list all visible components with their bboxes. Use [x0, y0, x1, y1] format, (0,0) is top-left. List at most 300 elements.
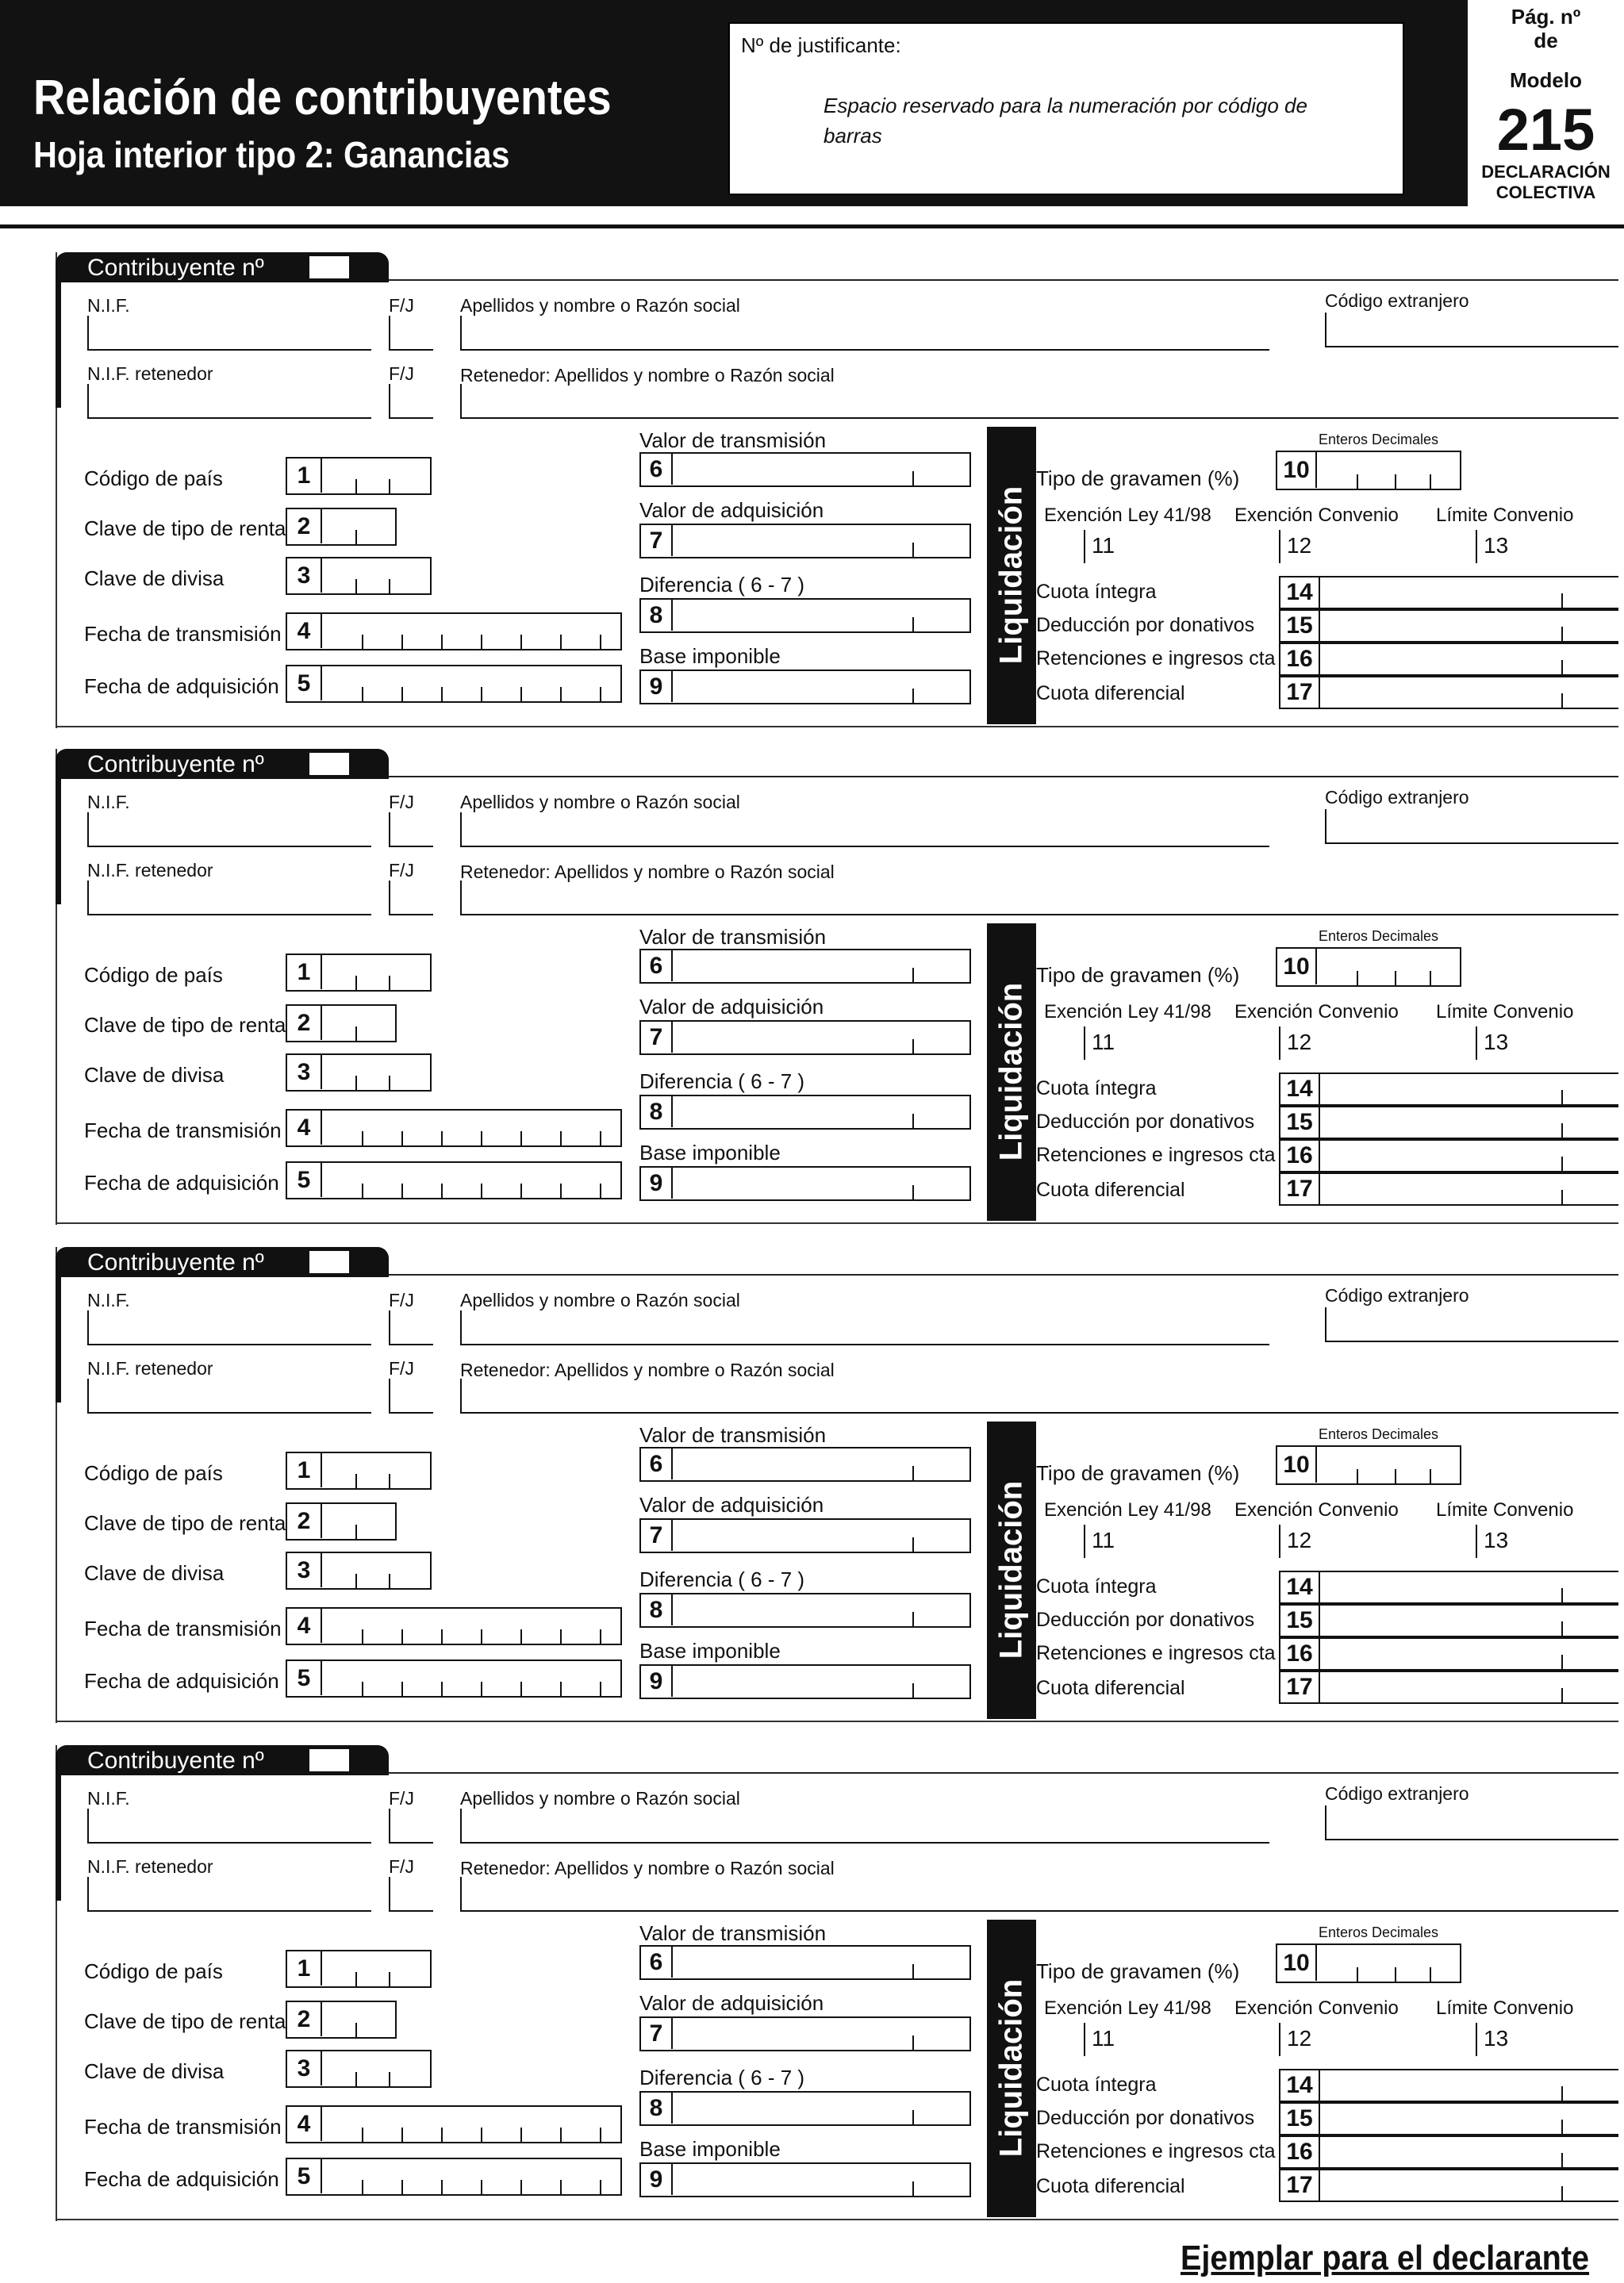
codigo-extranjero-label: Código extranjero [1325, 1285, 1469, 1306]
taxpayer-block [56, 1247, 1618, 1723]
tick [355, 1076, 357, 1090]
codigo-pais-label: Código de país [84, 1959, 223, 1983]
field-number: 5 [287, 1163, 322, 1197]
tipo-renta-box[interactable] [286, 2001, 397, 2039]
cuota-integra-label: Cuota íntegra [1036, 2074, 1157, 2096]
tick [520, 2180, 522, 2194]
base-imponible-box[interactable] [639, 670, 971, 704]
tick [1561, 627, 1563, 641]
tick [1430, 1967, 1431, 1982]
block-bottom-rule [56, 2219, 1618, 2220]
tick [520, 687, 522, 701]
divisa-label: Clave de divisa [84, 566, 225, 590]
liquidacion-label: Liquidación [993, 982, 1029, 1161]
block-bottom-rule [56, 726, 1618, 727]
exencion-ley-box[interactable] [1084, 2023, 1147, 2056]
cuota-integra-label: Cuota íntegra [1036, 581, 1157, 603]
block-bottom-rule [56, 1721, 1618, 1722]
diferencia-box[interactable] [639, 598, 971, 633]
base-imponible-box[interactable] [639, 2162, 971, 2197]
fj-field[interactable] [389, 812, 433, 847]
exencion-convenio-box[interactable] [1279, 2023, 1342, 2056]
field-number: 12 [1287, 1030, 1312, 1054]
fj-retenedor-field[interactable] [389, 1379, 433, 1414]
field-number: 5 [287, 2159, 322, 2193]
retenedor-label: Retenedor: Apellidos y nombre o Razón social [460, 861, 835, 882]
enteros-decimales-label: Enteros Decimales [1319, 1924, 1439, 1940]
tab-rule [389, 1274, 1618, 1276]
tick [1561, 2186, 1563, 2201]
tick [389, 2072, 390, 2086]
fj-field[interactable] [389, 1310, 433, 1345]
tick [362, 2128, 363, 2142]
tick [600, 635, 601, 649]
exencion-ley-box[interactable] [1084, 1026, 1147, 1060]
fecha-transmision-label: Fecha de transmisión [84, 2115, 282, 2139]
field-number: 15 [1280, 611, 1320, 641]
valor-transmision-box[interactable] [639, 452, 971, 487]
tick [912, 1466, 914, 1480]
tick [600, 687, 601, 701]
tick [912, 2036, 914, 2050]
nif-retenedor-label: N.I.F. retenedor [87, 1358, 213, 1379]
valor-transmision-box[interactable] [639, 949, 971, 984]
tab-rule [389, 1772, 1618, 1774]
tick [389, 579, 390, 593]
tick [912, 1537, 914, 1552]
tick [441, 1131, 443, 1145]
field-number: 15 [1280, 1107, 1320, 1138]
field-number: 2 [287, 1006, 322, 1040]
retenciones-box[interactable] [1279, 643, 1618, 676]
tick [481, 1629, 482, 1644]
diferencia-box[interactable] [639, 1095, 971, 1130]
taxpayer-number-field[interactable] [309, 753, 349, 775]
nif-field[interactable] [87, 1310, 371, 1345]
retenciones-box[interactable] [1279, 1637, 1618, 1671]
tick [362, 1682, 363, 1696]
tick [389, 1574, 390, 1588]
divisa-label: Clave de divisa [84, 1063, 225, 1087]
field-number: 17 [1280, 677, 1320, 708]
tick [355, 2023, 357, 2037]
codigo-pais-box[interactable] [286, 1452, 432, 1490]
deduccion-donativos-box[interactable] [1279, 1604, 1618, 1637]
codigo-extranjero-label: Código extranjero [1325, 787, 1469, 808]
retenedor-label: Retenedor: Apellidos y nombre o Razón social [460, 365, 835, 386]
fecha-adquisicion-label: Fecha de adquisición [84, 1669, 279, 1693]
valor-adquisicion-label: Valor de adquisición [639, 1991, 824, 2015]
page-number-label: Pág. nº de [1511, 5, 1581, 52]
tick [1561, 1621, 1563, 1636]
field-number: 14 [1280, 2070, 1320, 2101]
fj-retenedor-field[interactable] [389, 881, 433, 915]
exencion-convenio-label: Exención Convenio [1234, 1499, 1399, 1521]
fj-field[interactable] [389, 1809, 433, 1844]
field-number: 12 [1287, 533, 1312, 558]
tick [1561, 1588, 1563, 1602]
cuota-integra-box[interactable] [1279, 576, 1618, 609]
tick [1561, 660, 1563, 674]
base-imponible-label: Base imponible [639, 1639, 781, 1663]
taxpayer-tab-label: Contribuyente nº [87, 1249, 264, 1276]
divisa-box[interactable] [286, 2050, 432, 2088]
fj-retenedor-label: F/J [389, 1856, 414, 1877]
tick [481, 2128, 482, 2142]
tick [560, 1682, 562, 1696]
tick [389, 479, 390, 493]
codigo-extranjero-field[interactable] [1325, 1805, 1618, 1840]
field-number: 11 [1092, 1030, 1115, 1054]
fecha-transmision-label: Fecha de transmisión [84, 622, 282, 646]
tipo-gravamen-box[interactable] [1276, 947, 1461, 987]
tick [441, 1629, 443, 1644]
form-subtitle: Hoja interior tipo 2: Ganancias [33, 134, 510, 175]
field-number: 2 [287, 2002, 322, 2036]
fecha-adquisicion-box[interactable] [286, 2158, 622, 2196]
cuota-integra-label: Cuota íntegra [1036, 1575, 1157, 1598]
liquidacion-label: Liquidación [993, 1978, 1029, 2158]
tipo-renta-label: Clave de tipo de renta [84, 1013, 286, 1037]
tick [560, 2128, 562, 2142]
retenciones-label: Retenciones e ingresos cta [1036, 647, 1276, 670]
tick [355, 1525, 357, 1539]
form-title: Relación de contribuyentes [33, 71, 612, 125]
liquidacion-label: Liquidación [993, 1480, 1029, 1659]
tick [481, 1131, 482, 1145]
field-number: 1 [287, 955, 322, 989]
barcode-reserved-text: Espacio reservado para la numeración por código de barras [824, 94, 1307, 148]
field-number: 8 [641, 1096, 673, 1127]
field-number: 17 [1280, 2170, 1320, 2201]
field-number: 8 [641, 2093, 673, 2124]
tick [1561, 1157, 1563, 1171]
diferencia-label: Diferencia ( 6 - 7 ) [639, 573, 805, 597]
field-number: 10 [1277, 949, 1317, 984]
codigo-extranjero-field[interactable] [1325, 809, 1618, 844]
deduccion-donativos-label: Deducción por donativos [1036, 614, 1255, 636]
codigo-extranjero-label: Código extranjero [1325, 290, 1469, 311]
fj-field[interactable] [389, 316, 433, 351]
tipo-gravamen-box[interactable] [1276, 1445, 1461, 1485]
retenedor-field[interactable] [460, 1877, 1618, 1912]
cuota-diferencial-box[interactable] [1279, 1671, 1618, 1704]
fecha-transmision-box[interactable] [286, 1109, 622, 1147]
tick [600, 1184, 601, 1198]
fj-retenedor-field[interactable] [389, 384, 433, 419]
tick [520, 1629, 522, 1644]
tick [362, 2180, 363, 2194]
field-number: 9 [641, 1666, 673, 1697]
tick [1561, 1688, 1563, 1702]
cuota-integra-box[interactable] [1279, 2069, 1618, 2102]
nif-retenedor-label: N.I.F. retenedor [87, 363, 213, 384]
field-number: 11 [1092, 2026, 1115, 2051]
tick [520, 2128, 522, 2142]
nif-field[interactable] [87, 1809, 371, 1844]
retenedor-field[interactable] [460, 881, 1618, 915]
deduccion-donativos-box[interactable] [1279, 2102, 1618, 2135]
field-number: 5 [287, 1661, 322, 1695]
divisa-label: Clave de divisa [84, 2059, 225, 2083]
field-number: 9 [641, 671, 673, 702]
tick [1561, 1123, 1563, 1138]
codigo-pais-box[interactable] [286, 953, 432, 992]
exencion-ley-label: Exención Ley 41/98 [1044, 1001, 1211, 1023]
tick [1561, 593, 1563, 608]
tick [1395, 971, 1396, 985]
tick [355, 1574, 357, 1588]
tick [912, 1964, 914, 1978]
nif-retenedor-field[interactable] [87, 1379, 371, 1414]
valor-transmision-box[interactable] [639, 1945, 971, 1980]
field-number: 16 [1280, 644, 1320, 674]
field-number: 3 [287, 558, 322, 593]
taxpayer-number-field[interactable] [309, 256, 349, 278]
tipo-gravamen-box[interactable] [1276, 1943, 1461, 1983]
fecha-adquisicion-box[interactable] [286, 1659, 622, 1698]
codigo-pais-box[interactable] [286, 457, 432, 495]
apellidos-field[interactable] [460, 1310, 1269, 1345]
field-number: 13 [1484, 533, 1509, 558]
limite-convenio-label: Límite Convenio [1436, 1997, 1574, 2019]
tick [1357, 474, 1358, 489]
exencion-ley-label: Exención Ley 41/98 [1044, 1499, 1211, 1521]
tick [481, 635, 482, 649]
taxpayer-number-field[interactable] [309, 1251, 349, 1273]
cuota-diferencial-box[interactable] [1279, 2169, 1618, 2202]
field-number: 14 [1280, 1074, 1320, 1104]
tipo-renta-box[interactable] [286, 1004, 397, 1042]
exencion-ley-box[interactable] [1084, 1525, 1147, 1558]
tick [362, 687, 363, 701]
nif-retenedor-field[interactable] [87, 881, 371, 915]
tipo-gravamen-box[interactable] [1276, 451, 1461, 490]
cuota-diferencial-label: Cuota diferencial [1036, 1677, 1185, 1699]
field-number: 9 [641, 1168, 673, 1199]
fecha-transmision-label: Fecha de transmisión [84, 1617, 282, 1640]
valor-adquisicion-box[interactable] [639, 1020, 971, 1055]
retenciones-label: Retenciones e ingresos cta [1036, 1642, 1276, 1664]
tipo-renta-box[interactable] [286, 508, 397, 546]
tick [912, 1185, 914, 1199]
exencion-convenio-box[interactable] [1279, 1525, 1342, 1558]
field-number: 7 [641, 1520, 673, 1551]
justificante-box [728, 22, 1404, 195]
codigo-pais-label: Código de país [84, 1461, 223, 1485]
base-imponible-box[interactable] [639, 1664, 971, 1699]
field-number: 12 [1287, 2026, 1312, 2051]
tick [401, 2128, 403, 2142]
fecha-transmision-box[interactable] [286, 612, 622, 650]
limite-convenio-box[interactable] [1476, 530, 1539, 563]
codigo-extranjero-field[interactable] [1325, 313, 1618, 347]
base-imponible-box[interactable] [639, 1166, 971, 1201]
cuota-integra-box[interactable] [1279, 1571, 1618, 1604]
exencion-ley-box[interactable] [1084, 530, 1147, 563]
diferencia-label: Diferencia ( 6 - 7 ) [639, 1567, 805, 1591]
block-accent-bar [56, 771, 61, 904]
exencion-convenio-box[interactable] [1279, 1026, 1342, 1060]
field-number: 14 [1280, 577, 1320, 608]
nif-field[interactable] [87, 316, 371, 351]
diferencia-box[interactable] [639, 2091, 971, 2126]
tick [600, 1682, 601, 1696]
tick [560, 635, 562, 649]
field-number: 16 [1280, 2137, 1320, 2167]
field-number: 3 [287, 2051, 322, 2085]
retenciones-label: Retenciones e ingresos cta [1036, 2140, 1276, 2162]
cuota-diferencial-box[interactable] [1279, 676, 1618, 709]
nif-field[interactable] [87, 812, 371, 847]
apellidos-field[interactable] [460, 812, 1269, 847]
field-number: 2 [287, 509, 322, 543]
field-number: 4 [287, 1111, 322, 1145]
limite-convenio-box[interactable] [1476, 1026, 1539, 1060]
field-number: 14 [1280, 1572, 1320, 1602]
apellidos-label: Apellidos y nombre o Razón social [460, 792, 740, 812]
tick [355, 1026, 357, 1041]
tick [441, 2128, 443, 2142]
tick [389, 1474, 390, 1488]
nif-retenedor-field[interactable] [87, 384, 371, 419]
tick [355, 479, 357, 493]
codigo-extranjero-label: Código extranjero [1325, 1783, 1469, 1804]
valor-transmision-label: Valor de transmisión [639, 428, 827, 452]
tick [355, 1972, 357, 1986]
fj-label: F/J [389, 1290, 414, 1310]
tick [362, 1184, 363, 1198]
enteros-decimales-label: Enteros Decimales [1319, 928, 1439, 944]
valor-transmision-box[interactable] [639, 1447, 971, 1482]
diferencia-label: Diferencia ( 6 - 7 ) [639, 1069, 805, 1093]
fecha-adquisicion-box[interactable] [286, 665, 622, 703]
field-number: 6 [641, 1448, 673, 1479]
nif-label: N.I.F. [87, 1290, 130, 1310]
limite-convenio-label: Límite Convenio [1436, 1499, 1574, 1521]
fj-retenedor-label: F/J [389, 363, 414, 384]
diferencia-box[interactable] [639, 1593, 971, 1628]
deduccion-donativos-label: Deducción por donativos [1036, 2107, 1255, 2129]
field-number: 6 [641, 454, 673, 485]
codigo-pais-box[interactable] [286, 1950, 432, 1988]
tick [441, 687, 443, 701]
valor-adquisicion-label: Valor de adquisición [639, 498, 824, 522]
field-number: 15 [1280, 1606, 1320, 1636]
tick [560, 1184, 562, 1198]
tipo-renta-box[interactable] [286, 1502, 397, 1541]
tick [1430, 1469, 1431, 1483]
retenciones-box[interactable] [1279, 1139, 1618, 1172]
tick [560, 1629, 562, 1644]
cuota-integra-box[interactable] [1279, 1072, 1618, 1106]
taxpayer-number-field[interactable] [309, 1749, 349, 1771]
limite-convenio-box[interactable] [1476, 2023, 1539, 2056]
cuota-diferencial-box[interactable] [1279, 1172, 1618, 1206]
deduccion-donativos-box[interactable] [1279, 609, 1618, 643]
divisa-box[interactable] [286, 1053, 432, 1092]
model-panel [1468, 0, 1624, 214]
nif-label: N.I.F. [87, 1788, 130, 1809]
retenciones-box[interactable] [1279, 2135, 1618, 2169]
taxpayer-block [56, 749, 1618, 1225]
tipo-renta-label: Clave de tipo de renta [84, 1511, 286, 1535]
retenedor-field[interactable] [460, 1379, 1618, 1414]
field-number: 11 [1092, 533, 1115, 558]
field-number: 7 [641, 525, 673, 556]
codigo-extranjero-field[interactable] [1325, 1307, 1618, 1342]
tick [362, 1131, 363, 1145]
field-number: 8 [641, 600, 673, 631]
base-imponible-label: Base imponible [639, 2137, 781, 2161]
tick [441, 1184, 443, 1198]
tick [912, 471, 914, 485]
tick [600, 2180, 601, 2194]
fj-retenedor-field[interactable] [389, 1877, 433, 1912]
tick [355, 976, 357, 990]
valor-adquisicion-box[interactable] [639, 2016, 971, 2051]
tick [362, 635, 363, 649]
divisa-box[interactable] [286, 1552, 432, 1590]
tick [560, 687, 562, 701]
declaration-type: DECLARACIÓN COLECTIVA [1481, 162, 1611, 202]
retenedor-field[interactable] [460, 384, 1618, 419]
fj-label: F/J [389, 792, 414, 812]
field-number: 3 [287, 1055, 322, 1089]
apellidos-field[interactable] [460, 1809, 1269, 1844]
tick [1561, 693, 1563, 708]
field-number: 4 [287, 2107, 322, 2141]
block-bottom-rule [56, 1222, 1618, 1224]
apellidos-field[interactable] [460, 316, 1269, 351]
fecha-adquisicion-box[interactable] [286, 1161, 622, 1199]
deduccion-donativos-box[interactable] [1279, 1106, 1618, 1139]
retenciones-label: Retenciones e ingresos cta [1036, 1144, 1276, 1166]
limite-convenio-label: Límite Convenio [1436, 1001, 1574, 1023]
tick [441, 1682, 443, 1696]
field-number: 16 [1280, 1141, 1320, 1171]
apellidos-label: Apellidos y nombre o Razón social [460, 295, 740, 316]
modelo-label: Modelo [1510, 68, 1582, 92]
nif-retenedor-field[interactable] [87, 1877, 371, 1912]
fecha-transmision-box[interactable] [286, 1607, 622, 1645]
valor-adquisicion-box[interactable] [639, 1518, 971, 1553]
fecha-transmision-box[interactable] [286, 2105, 622, 2143]
field-number: 1 [287, 459, 322, 493]
field-number: 13 [1484, 1528, 1509, 1552]
footer-ejemplar: Ejemplar para el declarante [1181, 2239, 1590, 2277]
limite-convenio-box[interactable] [1476, 1525, 1539, 1558]
tick [912, 1039, 914, 1053]
taxpayer-block [56, 1745, 1618, 2221]
fj-retenedor-label: F/J [389, 1358, 414, 1379]
tick [1395, 474, 1396, 489]
diferencia-label: Diferencia ( 6 - 7 ) [639, 2066, 805, 2089]
valor-transmision-label: Valor de transmisión [639, 1921, 827, 1945]
tick [1561, 2120, 1563, 2134]
tick [389, 1076, 390, 1090]
divisa-box[interactable] [286, 557, 432, 595]
tick [389, 1972, 390, 1986]
retenedor-label: Retenedor: Apellidos y nombre o Razón social [460, 1858, 835, 1878]
exencion-convenio-box[interactable] [1279, 530, 1342, 563]
cuota-diferencial-label: Cuota diferencial [1036, 682, 1185, 704]
tick [355, 579, 357, 593]
taxpayer-tab-label: Contribuyente nº [87, 751, 264, 777]
tick [1561, 2153, 1563, 2167]
tick [1561, 1090, 1563, 1104]
valor-adquisicion-box[interactable] [639, 524, 971, 558]
